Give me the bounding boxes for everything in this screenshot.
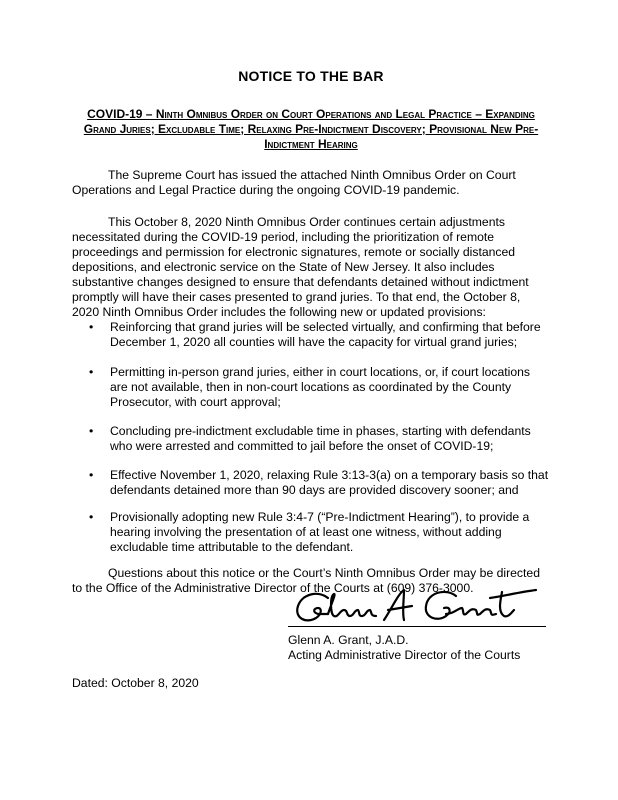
signer-block [288,633,550,663]
bullet-icon: • [89,468,94,482]
bullet-icon: • [89,424,94,438]
closing-paragraph: Questions about this notice or the Court’s Ninth Omnibus Order may be directed to the Office of the Administrative Director of the Courts at (609) 376-3000. [72,566,540,595]
signer-title: Acting Administrative Director of the Courts [288,648,521,662]
list-item-text: Effective November 1, 2020, relaxing Rule 3:13-3(a) on a temporary basis so that defendants detained more than 90 days are provided discovery sooner; and [110,468,549,497]
signature-block [288,584,550,630]
provisions-paragraph: This October 8, 2020 Ninth Omnibus Order continues certain adjustments necessitated during the COVID-19 period, including the prioritization of remote proceedings and permission for electronic signatures, remote or socially distanced depositions, and electronic service on the State of New Jersey. It also includes substantive changes designed to ensure that defendants detained without indictment promptly will have their cases presented to grand juries. To that end, the October 8, 2020 Ninth Omnibus Order includes the following new or updated provisions: [72,215,529,319]
list-item-text: Concluding pre-indictment excludable time in phases, starting with defendants who were arrested and committed to jail before the onset of COVID-19; [110,424,531,453]
intro-paragraph: The Supreme Court has issued the attached Ninth Omnibus Order on Court Operations and Legal Practice during the ongoing COVID-19 pandemic. [72,168,516,197]
bullet-icon: • [89,365,94,379]
bullet-icon: • [89,320,94,334]
bullet-icon: • [89,510,94,524]
notice-page [72,0,550,800]
list-item-text: Reinforcing that grand juries will be selected virtually, and confirming that before December 1, 2020 all counties will have the capacity for virtual grand juries; [110,320,541,349]
list-item-text: Permitting in-person grand juries, either in court locations, or, if court locations are not available, then in non-court locations as coordinated by the County Prosecutor, with court approval; [110,365,530,409]
list-item-text: Provisionally adopting new Rule 3:4-7 (“Pre-Indictment Hearing”), to provide a hearing involving the presentation of at least one witness, without adding excludable time attributable to the defendant. [110,510,530,554]
signer-name: Glenn A. Grant, J.A.D. [288,633,409,647]
signature-line [288,626,546,627]
notice-subject: COVID-19 – Ninth Omnibus Order on Court Operations and Legal Practice – Expanding Grand Juries; Excludable Time; Relaxing Pre-Indictment Discovery; Provisional New Pre-Indictment Hearing [83,107,539,151]
handwritten-signature [288,584,550,630]
notice-heading: NOTICE TO THE BAR [238,68,384,84]
dated-line: Dated: October 8, 2020 [72,676,199,690]
